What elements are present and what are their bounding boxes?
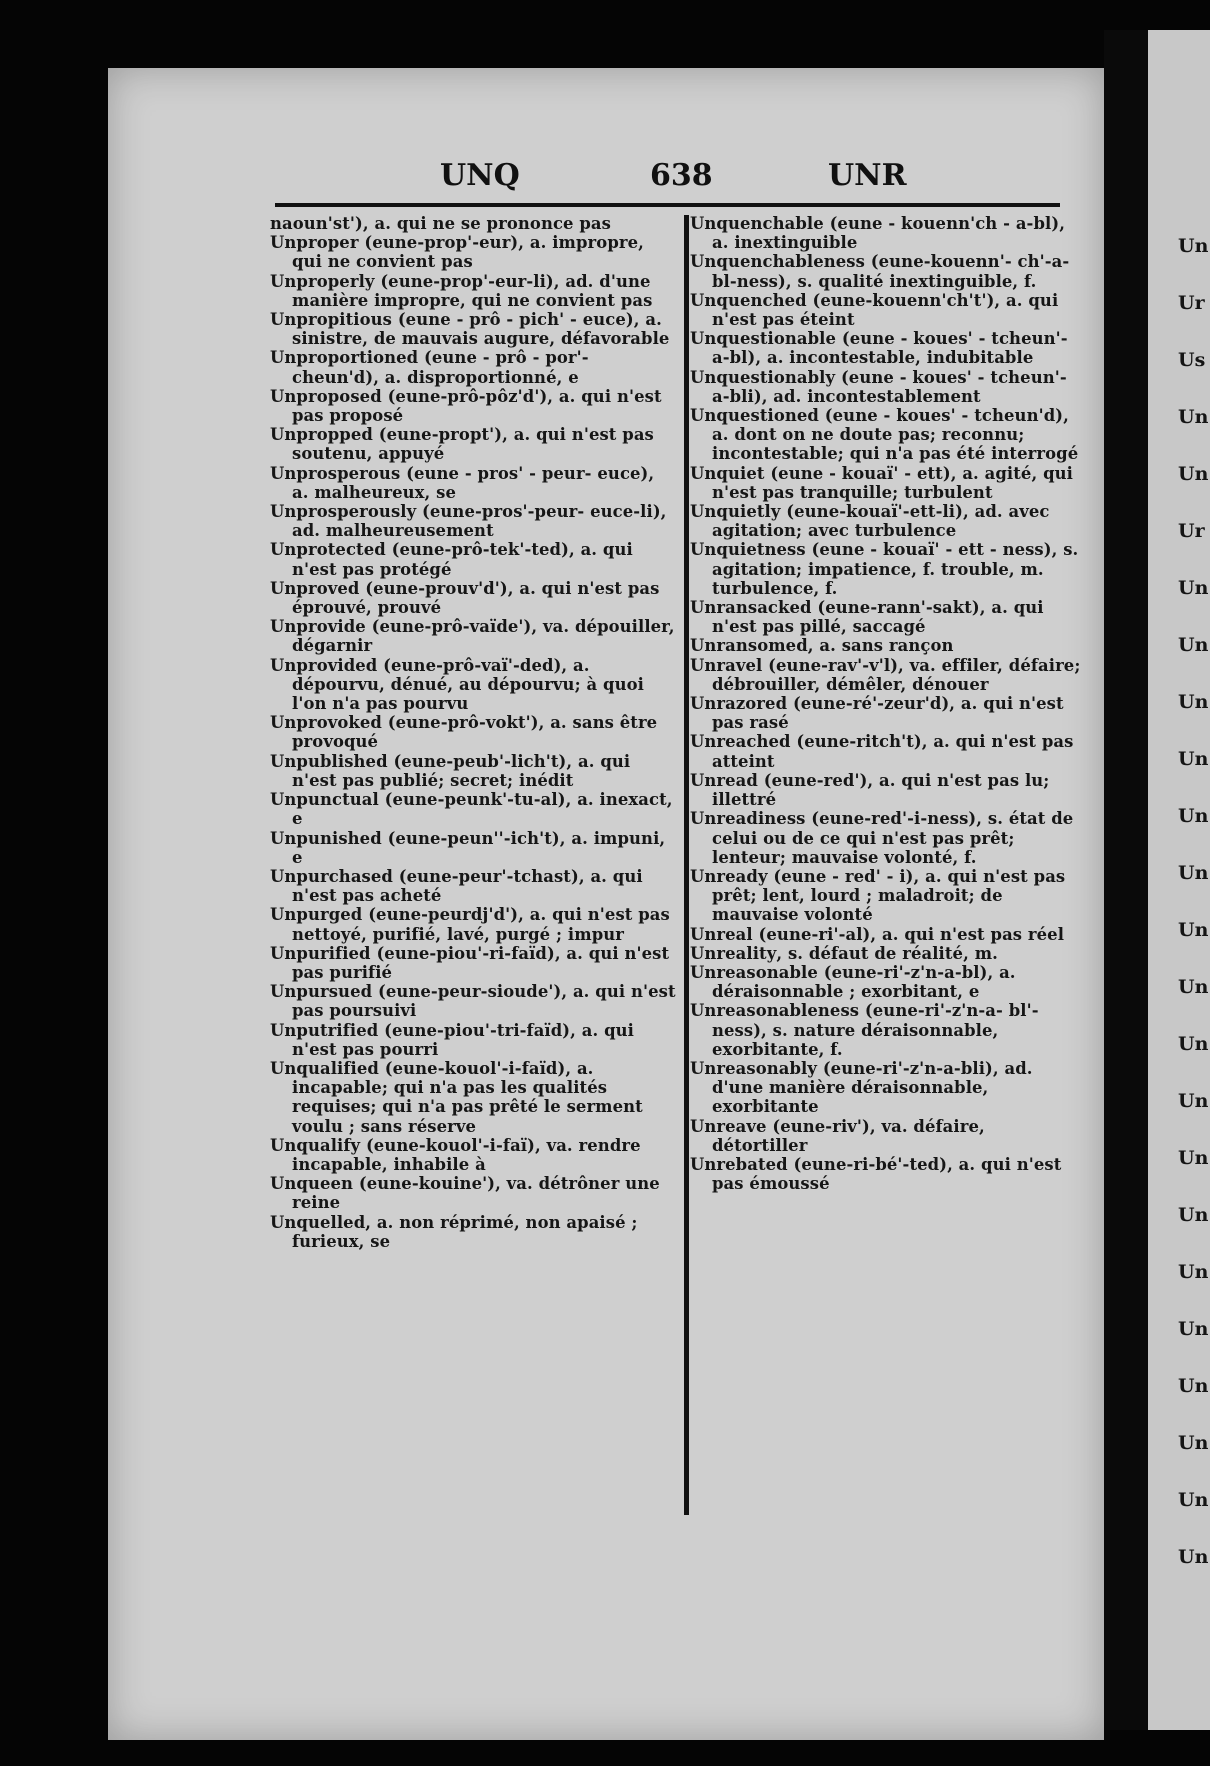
entry-headword: Unquelled [270, 1212, 366, 1232]
entry-definition: (eune-kouenn'ch't'), a. qui n'est pas éteint [712, 290, 1059, 330]
entry-headword: Unreadiness [690, 809, 806, 829]
entry-headword: Unpurified [270, 943, 371, 963]
entry-definition: (eune-kouine'), va. détrôner une reine [292, 1174, 660, 1213]
entry-definition: , s. défaut de réalité, m. [776, 943, 998, 963]
entry-headword: Unpunctual [270, 790, 379, 810]
adjacent-page-fragment: Un [1178, 1033, 1209, 1055]
adjacent-page-fragment: Un [1178, 1546, 1209, 1568]
header-left-guideword: UNQ [440, 158, 520, 193]
entry-headword: Unreasonableness [690, 1001, 860, 1021]
entry-definition: (eune-prô-vaï'-ded), a. dépourvu, dénué, au dépourvu; à quoi l'on n'a pas pourvu [292, 655, 644, 714]
entry-headword: Unquiet [690, 463, 765, 483]
entry-headword: Unreached [690, 732, 791, 752]
adjacent-page-fragment: Un [1178, 235, 1209, 257]
dictionary-entry [690, 1155, 1082, 1193]
entry-definition: (eune-prô-vaïde'), va. dépouiller, dégarnir [292, 617, 675, 656]
entry-definition: (eune-rav'-v'l), va. effiler, défaire; débrouiller, démêler, dénouer [712, 655, 1081, 694]
entry-definition: (eune - koues' - tcheun'-a-bl), a. incontestable, indubitable [712, 329, 1068, 368]
entry-definition: (eune - kouaï' - ett), a. agité, qui n'est pas tranquille; turbulent [712, 463, 1073, 502]
book-gutter [1104, 30, 1148, 1730]
adjacent-page-fragment: Un [1178, 805, 1209, 827]
dictionary-entry [690, 291, 1082, 329]
header-right-guideword: UNR [828, 158, 907, 193]
entry-headword: Unproposed [270, 386, 382, 406]
adjacent-page-fragment: Un [1178, 1090, 1209, 1112]
dictionary-entry [690, 867, 1082, 925]
entry-headword: Unproperly [270, 271, 375, 291]
dictionary-entry [690, 1117, 1082, 1155]
dictionary-entry [690, 464, 1082, 502]
dictionary-entry [270, 1059, 676, 1136]
dictionary-entry [690, 252, 1082, 290]
adjacent-page-fragment: Un [1178, 748, 1209, 770]
entry-definition: (eune-peun''-ich't), a. impuni, e [292, 828, 666, 867]
entry-headword: Unproportioned [270, 348, 419, 368]
entry-definition: (eune - red' - i), a. qui n'est pas prêt; lent, lourd ; maladroit; de mauvaise volonté [712, 866, 1066, 925]
dictionary-entry [270, 387, 676, 425]
dictionary-entry [690, 656, 1082, 694]
adjacent-page-fragment: Un [1178, 1432, 1209, 1454]
entry-headword: Unpurged [270, 905, 363, 925]
right-column [690, 214, 1082, 1193]
entry-headword: Unqualified [270, 1058, 379, 1078]
entry-definition: (eune-kouenn'- ch'-a-bl-ness), s. qualité inextinguible, f. [712, 252, 1070, 291]
entry-headword: Unqualify [270, 1135, 361, 1155]
entry-definition: (eune - koues' - tcheun'd), a. dont on ne doute pas; reconnu; incontestable; qui n'a pas été interrogé [712, 406, 1079, 464]
adjacent-page-fragment: Un [1178, 1375, 1209, 1397]
dictionary-entry [270, 790, 676, 828]
dictionary-entry [270, 905, 676, 943]
entry-definition: (eune-ri'-z'n-a-bli), ad. d'une manière déraisonnable, exorbitante [712, 1058, 1033, 1117]
entry-headword: Unprovided [270, 655, 378, 675]
adjacent-page-edge [1148, 30, 1210, 1730]
entry-headword: Unquestionable [690, 329, 837, 349]
entry-definition: (eune-red'), a. qui n'est pas lu; illettré [712, 770, 1050, 810]
entry-definition: (eune-prô-tek'-ted), a. qui n'est pas protégé [292, 540, 633, 579]
dictionary-entry [690, 694, 1082, 732]
entry-definition: (eune-propt'), a. qui n'est pas soutenu, appuyé [292, 425, 654, 464]
adjacent-page-fragment: Un [1178, 1204, 1209, 1226]
entry-definition: (eune - koues' - tcheun'-a-bli), ad. incontestablement [712, 367, 1067, 406]
entry-definition: , a. non réprimé, non apaisé ; furieux, se [292, 1212, 638, 1251]
header-rule [275, 203, 1060, 207]
dictionary-entry [270, 1021, 676, 1059]
entry-definition: (eune-rann'-sakt), a. qui n'est pas pillé, saccagé [712, 598, 1044, 637]
entry-definition: (eune-kouaï'-ett-li), ad. avec agitation; avec turbulence [712, 502, 1050, 541]
entry-definition: (eune - pros' - peur- euce), a. malheureux, se [292, 463, 655, 502]
entry-headword: Unransomed [690, 636, 808, 656]
dictionary-entry [270, 829, 676, 867]
dictionary-entry [270, 464, 676, 502]
dictionary-entry [690, 540, 1082, 598]
dictionary-entry [270, 1174, 676, 1212]
adjacent-page-fragment: Un [1178, 976, 1209, 998]
entry-definition: (eune-kouol'-i-faï), va. rendre incapable, inhabile à [292, 1135, 641, 1174]
dictionary-entry [690, 944, 1082, 963]
adjacent-page-fragment: Un [1178, 1489, 1209, 1511]
dictionary-entry [270, 617, 676, 655]
dictionary-entry [270, 1136, 676, 1174]
adjacent-page-fragment: Ur [1178, 520, 1205, 542]
entry-headword: Unprovoked [270, 713, 382, 733]
entry-definition: (eune-peunk'-tu-al), a. inexact, e [292, 790, 673, 829]
entry-definition: (eune-pros'-peur- euce-li), ad. malheureusement [292, 502, 667, 541]
entry-headword: Unquenchableness [690, 252, 865, 272]
entry-definition: (eune-prouv'd'), a. qui n'est pas éprouvé, prouvé [292, 578, 660, 618]
entry-definition: (eune-prop'-eur-li), ad. d'une manière impropre, qui ne convient pas [292, 271, 653, 310]
entry-headword: Unreal [690, 924, 753, 944]
adjacent-page-fragment: Un [1178, 691, 1209, 713]
entry-definition: (eune-peur-sioude'), a. qui n'est pas poursuivi [292, 982, 676, 1021]
entry-definition: (eune-peurdj'd'), a. qui n'est pas nettoyé, purifié, lavé, purgé ; impur [292, 905, 670, 944]
dictionary-entry [690, 502, 1082, 540]
entry-headword: Unpropitious [270, 310, 393, 330]
entry-headword: Unproper [270, 233, 359, 253]
dictionary-entry [270, 540, 676, 578]
entry-definition: (eune-riv'), va. défaire, détortiller [712, 1116, 985, 1155]
entry-definition: naoun'st'), a. qui ne se prononce pas [270, 214, 611, 233]
left-column [270, 214, 676, 1251]
dictionary-entry [690, 1059, 1082, 1117]
entry-definition: (eune-ritch't), a. qui n'est pas atteint [712, 732, 1074, 771]
dictionary-entry [690, 771, 1082, 809]
entry-headword: Unproved [270, 578, 360, 598]
dictionary-entry [270, 348, 676, 386]
dictionary-entry [690, 732, 1082, 770]
dictionary-entry [690, 598, 1082, 636]
entry-headword: Unquenchable [690, 214, 824, 233]
entry-definition: (eune-ri-bé'-ted), a. qui n'est pas émoussé [712, 1154, 1062, 1194]
dictionary-entry [270, 944, 676, 982]
entry-definition: (eune-kouol'-i-faïd), a. incapable; qui n'a pas les qualités requises; qui n'a pas prêté le serment voulu ; sans réserve [292, 1058, 643, 1136]
dictionary-entry [690, 214, 1082, 252]
entry-headword: Unreasonable [690, 962, 818, 982]
entry-headword: Unread [690, 770, 758, 790]
dictionary-entry [270, 272, 676, 310]
dictionary-entry [270, 982, 676, 1020]
dictionary-entry [270, 425, 676, 463]
entry-headword: Unquestioned [690, 406, 819, 426]
dictionary-entry [690, 1001, 1082, 1059]
adjacent-page-fragment: Un [1178, 919, 1209, 941]
entry-definition: (eune-piou'-tri-faïd), a. qui n'est pas pourri [292, 1020, 635, 1059]
dictionary-entry [270, 752, 676, 790]
entry-definition: (eune-prô-vokt'), a. sans être provoqué [292, 713, 658, 752]
adjacent-page-fragment: Un [1178, 406, 1209, 428]
adjacent-page-fragment: Un [1178, 1261, 1209, 1283]
adjacent-page-fragment: Un [1178, 862, 1209, 884]
entry-headword: Unqueen [270, 1174, 354, 1194]
adjacent-page-fragment: Un [1178, 577, 1209, 599]
entry-headword: Unprosperous [270, 463, 401, 483]
entry-definition: (eune - kouenn'ch - a-bl), a. inextinguible [712, 214, 1066, 253]
adjacent-page-fragment: Ur [1178, 292, 1205, 314]
entry-headword: Unravel [690, 655, 763, 675]
entry-definition: (eune-ri'-z'n-a-bl), a. déraisonnable ; exorbitant, e [712, 962, 1016, 1002]
dictionary-entry [270, 656, 676, 714]
entry-headword: Unreality [690, 943, 777, 963]
entry-definition: (eune-peub'-lich't), a. qui n'est pas publié; secret; inédit [292, 751, 631, 790]
dictionary-entry [690, 636, 1082, 655]
entry-definition: (eune-ré'-zeur'd), a. qui n'est pas rasé [712, 694, 1064, 733]
dictionary-entry [270, 579, 676, 617]
entry-headword: Unpropped [270, 425, 373, 445]
dictionary-entry [690, 329, 1082, 367]
dictionary-entry [270, 214, 676, 233]
entry-definition: (eune-red'-i-ness), s. état de celui ou de ce qui n'est pas prêt; lenteur; mauvaise volonté, f. [712, 809, 1074, 867]
entry-headword: Unrazored [690, 694, 788, 714]
dictionary-entry [270, 233, 676, 271]
entry-headword: Unpursued [270, 982, 373, 1002]
entry-headword: Unransacked [690, 598, 812, 618]
entry-headword: Unprotected [270, 540, 386, 560]
adjacent-page-fragment: Un [1178, 463, 1209, 485]
dictionary-entry [270, 867, 676, 905]
dictionary-entry [690, 809, 1082, 867]
entry-headword: Unrebated [690, 1154, 788, 1174]
entry-headword: Unpublished [270, 751, 388, 771]
adjacent-page-fragment: Un [1178, 634, 1209, 656]
entry-definition: (eune-peur'-tchast), a. qui n'est pas acheté [292, 866, 643, 906]
dictionary-entry [270, 713, 676, 751]
dictionary-entry [270, 1213, 676, 1251]
dictionary-entry [690, 963, 1082, 1001]
entry-headword: Unreave [690, 1116, 767, 1136]
entry-headword: Unprosperously [270, 502, 417, 522]
entry-headword: Unquietness [690, 540, 806, 560]
column-divider [684, 215, 689, 1515]
entry-definition: (eune - prô - por'- cheun'd), a. disproportionné, e [292, 348, 589, 387]
entry-definition: (eune-prop'-eur), a. impropre, qui ne convient pas [292, 233, 644, 272]
entry-headword: Unpunished [270, 828, 382, 848]
entry-headword: Unquestionably [690, 367, 836, 387]
entry-definition: (eune-piou'-ri-faïd), a. qui n'est pas purifié [292, 943, 670, 982]
entry-definition: (eune - prô - pich' - euce), a. sinistre, de mauvais augure, défavorable [292, 310, 670, 349]
entry-definition: , a. sans rançon [807, 636, 954, 656]
entry-definition: (eune-ri'-al), a. qui n'est pas réel [758, 924, 1065, 944]
adjacent-page-fragment: Un [1178, 1318, 1209, 1340]
entry-definition: (eune - kouaï' - ett - ness), s. agitation; impatience, f. trouble, m. turbulence, f. [712, 540, 1079, 598]
dictionary-entry [690, 406, 1082, 464]
entry-definition: (eune-ri'-z'n-a- bl'-ness), s. nature déraisonnable, exorbitante, f. [712, 1001, 1039, 1059]
page-number: 638 [650, 158, 713, 193]
adjacent-page-fragment: Us [1178, 349, 1206, 371]
dictionary-entry [690, 925, 1082, 944]
entry-headword: Unready [690, 866, 768, 886]
entry-definition: (eune-prô-pôz'd'), a. qui n'est pas proposé [292, 386, 662, 426]
entry-headword: Unprovide [270, 617, 366, 637]
entry-headword: Unputrified [270, 1020, 379, 1040]
entry-headword: Unreasonably [690, 1058, 818, 1078]
adjacent-page-fragment: Un [1178, 1147, 1209, 1169]
dictionary-entry [270, 502, 676, 540]
entry-headword: Unquenched [690, 290, 807, 310]
entry-headword: Unquietly [690, 502, 781, 522]
dictionary-entry [690, 368, 1082, 406]
entry-headword: Unpurchased [270, 866, 393, 886]
dictionary-entry [270, 310, 676, 348]
page-header [160, 88, 1060, 193]
